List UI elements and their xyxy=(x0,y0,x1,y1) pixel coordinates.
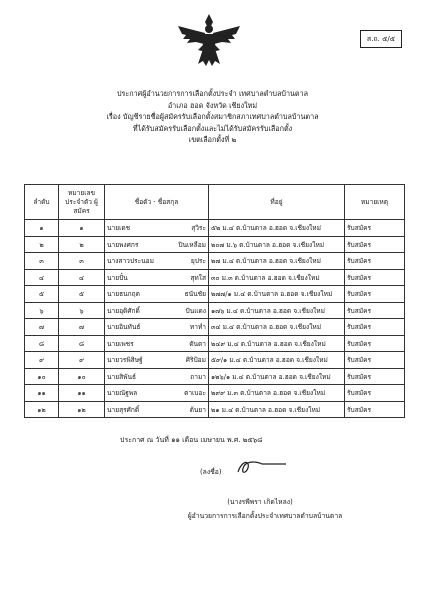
row-number: ๔ xyxy=(59,269,105,286)
heading-line-3: เรื่อง บัญชีรายชื่อผู้สมัครรับเลือกตั้งสมาชิกสภาเทศบาลตำบลบ้านตาล xyxy=(106,112,319,122)
row-last-name: ทาทำ xyxy=(189,323,206,332)
row-first-name: นายเดช xyxy=(107,224,131,233)
signature-image xyxy=(232,456,292,480)
row-name xyxy=(105,220,209,237)
header-remark: หมายเหตุ xyxy=(345,185,405,220)
heading-line-1: ประกาศผู้อำนวยการการเลือกตั้งประจำ เทศบาลตำบลบ้านตาล xyxy=(116,89,309,98)
row-order: ๒ xyxy=(25,236,59,253)
row-first-name: นายสุรศักดิ์ xyxy=(107,405,140,414)
row-order: ๑๐ xyxy=(25,368,59,385)
table-row xyxy=(25,236,405,253)
candidate-table xyxy=(24,184,405,418)
row-address: ๒๗ ม.๔ ต.บ้านตาล อ.ฮอด จ.เชียงใหม่ xyxy=(209,253,345,270)
header-number: หมายเลข ประจำตัว ผู้สมัคร xyxy=(59,185,105,220)
row-number: ๙ xyxy=(59,352,105,369)
table-row xyxy=(25,401,405,418)
row-first-name: นางสาวประนอม xyxy=(107,257,154,266)
row-number: ๒ xyxy=(59,236,105,253)
row-remark: รับสมัคร xyxy=(345,302,405,319)
table-row xyxy=(25,269,405,286)
table-row xyxy=(25,286,405,303)
table-row xyxy=(25,385,405,402)
row-first-name: นายณัฐพล xyxy=(107,389,138,398)
row-name xyxy=(105,401,209,418)
row-name xyxy=(105,302,209,319)
row-first-name: นายสิพันธ์ xyxy=(107,372,136,381)
row-order: ๓ xyxy=(25,253,59,270)
row-number: ๑๑ xyxy=(59,385,105,402)
row-address: ๕๙/๑ ม.๔ ต.บ้านตาล อ.ฮอด จ.เชียงใหม่ xyxy=(209,352,345,369)
row-order: ๑๑ xyxy=(25,385,59,402)
row-first-name: นายอุดิศักดิ์ xyxy=(107,306,140,315)
table-row xyxy=(25,302,405,319)
row-last-name: ตาเบอะ xyxy=(184,389,206,398)
row-last-name: สุวิระ xyxy=(191,224,206,233)
row-name xyxy=(105,319,209,336)
row-number: ๑๒ xyxy=(59,401,105,418)
sign-label: (ลงชื่อ) xyxy=(200,468,222,476)
table-row xyxy=(25,368,405,385)
row-number: ๑ xyxy=(59,220,105,237)
garuda-emblem-icon xyxy=(176,8,242,74)
table-row xyxy=(25,253,405,270)
row-remark: รับสมัคร xyxy=(345,286,405,303)
row-name xyxy=(105,286,209,303)
row-name xyxy=(105,352,209,369)
row-remark: รับสมัคร xyxy=(345,269,405,286)
row-address: ๒๑ ม.๔ ต.บ้านตาล อ.ฮอด จ.เชียงใหม่ xyxy=(209,401,345,418)
signer-name: (นางรพีพรา เกิดไหลง) xyxy=(227,498,293,506)
table-row xyxy=(25,335,405,352)
heading-line-4: ที่ได้รับสมัครรับเลือกตั้งและไม่ได้รับสมัครรับเลือกตั้ง xyxy=(132,123,293,133)
row-order: ๑ xyxy=(25,220,59,237)
row-first-name: นายเพชร xyxy=(107,339,134,348)
row-last-name: ตันตา xyxy=(189,339,206,348)
row-address: ๒๔๙ ม.๔ ต.บ้านตาล อ.ฮอด จ.เชียงใหม่ xyxy=(209,335,345,352)
row-address: ๑๒๖/๑ ม.๔ ต.บ้านตาล อ.ฮอด จ.เชียงใหม่ xyxy=(209,368,345,385)
row-order: ๔ xyxy=(25,269,59,286)
row-remark: รับสมัคร xyxy=(345,368,405,385)
row-last-name: ธนันชัย xyxy=(184,290,206,299)
row-remark: รับสมัคร xyxy=(345,220,405,237)
row-order: ๙ xyxy=(25,352,59,369)
row-remark: รับสมัคร xyxy=(345,352,405,369)
row-number: ๕ xyxy=(59,286,105,303)
table-row xyxy=(25,352,405,369)
row-address: ๒๗๗/๑ ม.๔ ต.บ้านตาล อ.ฮอด จ.เชียงใหม่ xyxy=(209,286,345,303)
header-order: ลำดับ xyxy=(25,185,59,220)
row-name xyxy=(105,236,209,253)
heading-line-2: อำเภอ ฮอด จังหวัด เชียงใหม่ xyxy=(167,100,258,110)
form-code-box: ส.ถ. ๕/๕ xyxy=(360,30,402,48)
row-number: ๘ xyxy=(59,335,105,352)
row-last-name: ถามา xyxy=(190,372,206,381)
row-address: ๒๙๙ ม.๓ ต.บ้านตาล อ.ฮอด จ.เชียงใหม่ xyxy=(209,385,345,402)
row-last-name: ยุประ xyxy=(190,257,206,266)
row-name xyxy=(105,253,209,270)
row-number: ๗ xyxy=(59,319,105,336)
row-remark: รับสมัคร xyxy=(345,335,405,352)
row-last-name: สุทใส xyxy=(190,273,206,282)
table-header-row xyxy=(25,185,405,220)
row-name xyxy=(105,368,209,385)
announcement-heading xyxy=(30,88,395,146)
announcement-date: ประกาศ ณ วันที่ ๑๑ เดือน เมษายน พ.ศ. ๒๕๖๘ xyxy=(120,436,263,444)
row-order: ๖ xyxy=(25,302,59,319)
row-address: ๓๔ ม.๔ ต.บ้านตาล อ.ฮอด จ.เชียงใหม่ xyxy=(209,319,345,336)
row-address: ๕๒ ม.๔ ต.บ้านตาล อ.ฮอด จ.เชียงใหม่ xyxy=(209,220,345,237)
row-order: ๕ xyxy=(25,286,59,303)
row-address: ๑๗๖ ม.๔ ต.บ้านตาล อ.ฮอด จ.เชียงใหม่ xyxy=(209,302,345,319)
row-name xyxy=(105,385,209,402)
row-first-name: นายวรพิสิษฐ์ xyxy=(107,356,143,365)
row-last-name: ต้นยา xyxy=(189,405,206,414)
row-last-name: ปินเหลือม xyxy=(178,240,206,249)
row-remark: รับสมัคร xyxy=(345,401,405,418)
heading-line-5: เขตเลือกตั้งที่ ๒ xyxy=(188,135,237,145)
row-number: ๓ xyxy=(59,253,105,270)
row-remark: รับสมัคร xyxy=(345,236,405,253)
row-first-name: นายธนกฤต xyxy=(107,290,140,299)
header-name: ชื่อตัว - ชื่อสกุล xyxy=(105,185,209,220)
row-first-name: นายอินทันธ์ xyxy=(107,323,141,332)
row-remark: รับสมัคร xyxy=(345,253,405,270)
row-name xyxy=(105,335,209,352)
row-first-name: นายปั๋น xyxy=(107,273,128,282)
row-number: ๑๐ xyxy=(59,368,105,385)
signer-title: ผู้อำนวยการการเลือกตั้งประจำเทศบาลตำบลบ้านตาล xyxy=(187,512,343,520)
row-order: ๘ xyxy=(25,335,59,352)
row-remark: รับสมัคร xyxy=(345,319,405,336)
row-name xyxy=(105,269,209,286)
row-order: ๗ xyxy=(25,319,59,336)
row-address: ๓๐ ม.๓ ต.บ้านตาล อ.ฮอด จ.เชียงใหม่ xyxy=(209,269,345,286)
header-address: ที่อยู่ xyxy=(209,185,345,220)
table-row xyxy=(25,319,405,336)
row-number: ๖ xyxy=(59,302,105,319)
row-last-name: ศิริป้อม xyxy=(185,356,206,365)
row-last-name: ปันแดง xyxy=(185,306,206,315)
row-remark: รับสมัคร xyxy=(345,385,405,402)
table-row xyxy=(25,220,405,237)
row-order: ๑๒ xyxy=(25,401,59,418)
row-first-name: นายพงศกร xyxy=(107,240,139,249)
row-address: ๒๐๗ ม.๖ ต.บ้านตาล อ.ฮอด จ.เชียงใหม่ xyxy=(209,236,345,253)
